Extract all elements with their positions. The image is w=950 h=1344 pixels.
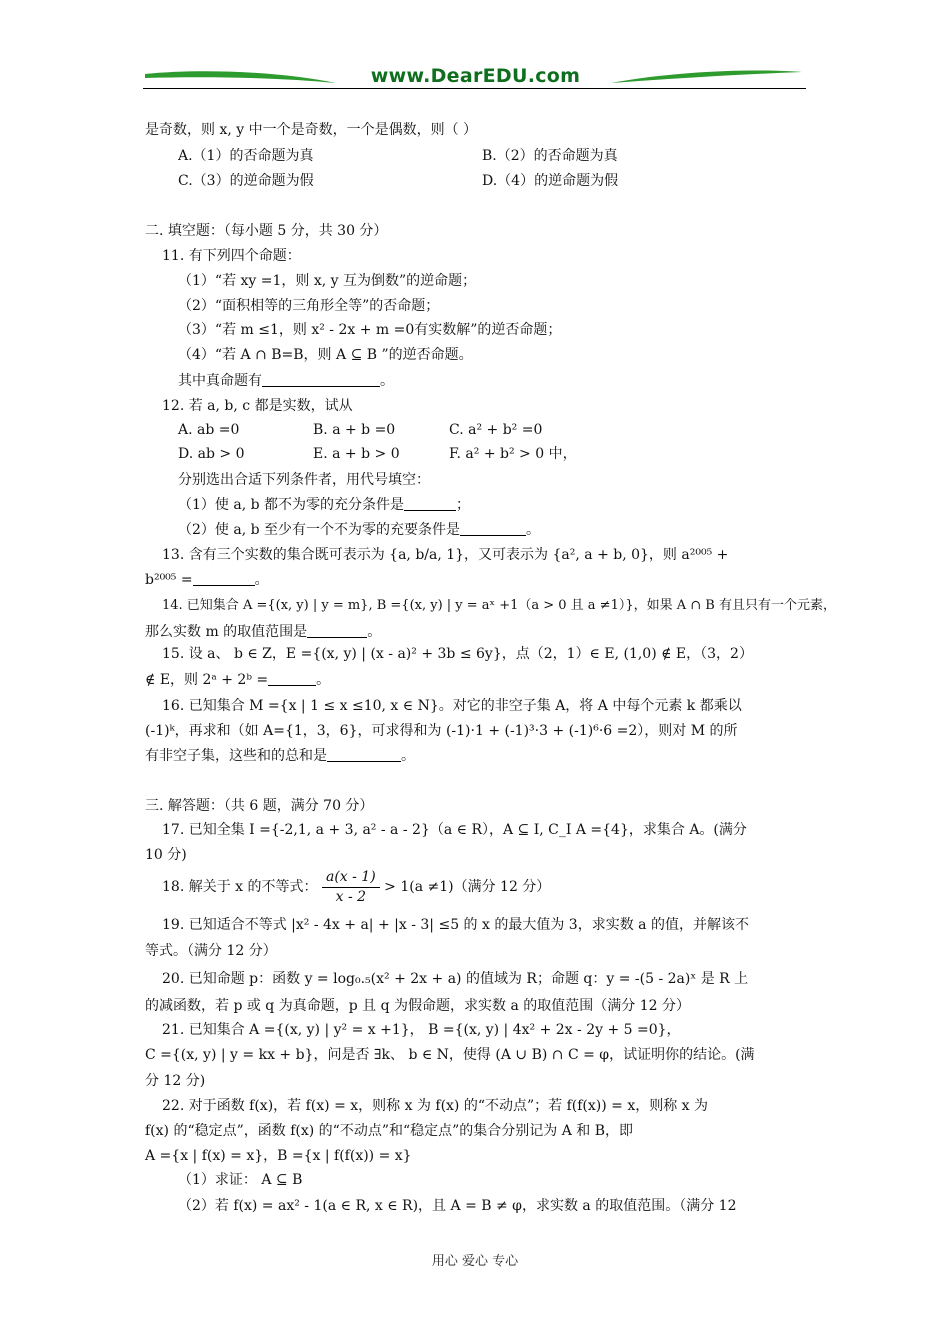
left-swoosh-icon (143, 66, 338, 88)
q20-line-1: 20. 已知命题 p：函数 y = log₀.₅(x² + 2x + a) 的值域为 R；命题 q：y = -(5 - 2a)ˣ 是 R 上 (162, 971, 749, 987)
q12-option-f: F. a² + b² > 0 中， (449, 446, 577, 462)
q13-line-1: 13. 含有三个实数的集合既可表示为 {a, b/a, 1}，又可表示为 {a², a + b, 0}，则 a²⁰⁰⁵ + (162, 547, 729, 563)
q17-line-1: 17. 已知全集 I ={-2,1, a + 3, a² - a - 2}（a ∈ R），A ⊆ I, C_I A ={4}，求集合 A。(满分 (162, 822, 747, 838)
q18-fraction (322, 868, 380, 907)
q21-line-1: 21. 已知集合 A ={(x, y) | y² = x +1}， B ={(x, y) | 4x² + 2x - 2y + 5 =0}， (162, 1022, 681, 1038)
q16-blank[interactable] (327, 747, 401, 762)
q13-end: 。 (254, 572, 269, 588)
q12-blank-1[interactable] (404, 496, 456, 511)
q19-line-1: 19. 已知适合不等式 |x² - 4x + a| + |x - 3| ≤5 的 x 的最大值为 3，求实数 a 的值，并解该不 (162, 917, 749, 933)
q22-line-1: 22. 对于函数 f(x)，若 f(x) = x，则称 x 为 f(x) 的“不动点”；若 f(f(x)) = x，则称 x 为 (162, 1098, 709, 1114)
q12-sub-2-end: 。 (526, 522, 541, 538)
q11-answer-line (178, 371, 394, 391)
q14-blank[interactable] (307, 623, 367, 638)
q10-option-b: B.（2）的否命题为真 (482, 148, 618, 164)
q12-sub-1-text: （1）使 a, b 都不为零的充分条件是 (178, 497, 405, 513)
q11-stem: 11. 有下列四个命题： (162, 248, 301, 264)
page-header (143, 62, 806, 92)
q12-sub-1-end: ； (456, 497, 471, 513)
q10-option-d: D.（4）的逆命题为假 (482, 173, 619, 189)
q16-line-2: (-1)ᵏ，再求和（如 A={1，3，6}，可求得和为 (-1)·1 + (-1)³·3 + (-1)⁶·6 =2），则对 M 的所 (145, 723, 738, 739)
q11-item-4: （4）“若 A ∩ B=B，则 A ⊆ B ”的逆否命题。 (178, 347, 473, 363)
q22-part-2: （2）若 f(x) = ax² - 1(a ∈ R, x ∈ R)，且 A = B ≠ φ，求实数 a 的取值范围。（满分 12 (178, 1198, 737, 1214)
q14-line-1: 14. 已知集合 A ={(x, y) | y = m}, B ={(x, y) | y = aˣ +1（a > 0 且 a ≠1）}，如果 A ∩ B 有且只有一个元素， (162, 598, 836, 613)
q16-end: 。 (401, 748, 415, 764)
q12-option-c: C. a² + b² =0 (449, 422, 543, 438)
q22-line-2: f(x) 的“稳定点”，函数 f(x) 的“不动点”和“稳定点”的集合分别记为 A 和 B，即 (145, 1123, 634, 1139)
q11-end: 。 (380, 373, 394, 389)
q15-blank[interactable] (268, 671, 316, 686)
q18-condition: > 1(a ≠1)（满分 12 分） (384, 879, 551, 895)
q16-line-1: 16. 已知集合 M ={x | 1 ≤ x ≤10, x ∈ N}。对它的非空子集 A，将 A 中每个元素 k 都乘以 (162, 698, 742, 714)
q11-item-1: （1）“若 xy =1，则 x, y 互为倒数”的逆命题； (178, 273, 477, 289)
q12-sub-1 (178, 495, 470, 515)
q11-tail: 其中真命题有 (178, 373, 262, 389)
q13-lhs: b²⁰⁰⁵ = (145, 572, 193, 588)
q11-blank[interactable] (262, 372, 380, 387)
header-rule (143, 88, 806, 89)
q12-instruction: 分别选出合适下列条件者，用代号填空： (178, 472, 430, 488)
q21-line-2: C ={(x, y) | y = kx + b}，问是否 ∃k、 b ∈ N，使得 (A ∪ B) ∩ C = φ，试证明你的结论。(满 (145, 1047, 755, 1063)
q16-line-3 (145, 746, 415, 766)
q13-blank[interactable] (193, 571, 255, 586)
q19-line-2: 等式。（满分 12 分） (145, 943, 277, 959)
q12-stem: 12. 若 a, b, c 都是实数，试从 (162, 398, 353, 414)
q10-stem: 是奇数，则 x, y 中一个是奇数，一个是偶数，则（ ） (145, 122, 478, 138)
q14-end: 。 (367, 624, 382, 640)
q11-item-2: （2）“面积相等的三角形全等”的否命题； (178, 298, 440, 314)
q18-text: 18. 解关于 x 的不等式： (162, 879, 318, 895)
section-3-heading: 三. 解答题：（共 6 题，满分 70 分） (145, 798, 374, 814)
q10-option-c: C.（3）的逆命题为假 (178, 173, 314, 189)
q15-line-2 (145, 670, 330, 690)
q18-line (162, 866, 550, 908)
q22-part-1: （1）求证： A ⊆ B (178, 1172, 303, 1188)
q12-option-d: D. ab > 0 (178, 446, 245, 462)
q10-option-a: A.（1）的否命题为真 (178, 148, 314, 164)
q20-line-2: 的减函数，若 p 或 q 为真命题，p 且 q 为假命题，求实数 a 的取值范围（满分 12 分） (145, 998, 690, 1014)
q12-option-b: B. a + b =0 (313, 422, 396, 438)
q21-line-3: 分 12 分) (145, 1073, 206, 1089)
q12-sub-2 (178, 520, 540, 540)
q15-end: 。 (316, 672, 331, 688)
q12-blank-2[interactable] (460, 521, 526, 536)
q11-item-3: （3）“若 m ≤1，则 x² - 2x + m =0有实数解”的逆否命题； (178, 322, 562, 338)
q12-option-e: E. a + b > 0 (313, 446, 400, 462)
q15-line-1: 15. 设 a、 b ∈ Z，E ={(x, y) | (x - a)² + 3b ≤ 6y}，点（2，1）∈ E, (1,0) ∉ E，（3，2） (162, 646, 753, 662)
right-swoosh-icon (609, 66, 804, 88)
page-footer: 用心 爱心 专心 (431, 1254, 519, 1269)
site-logo: www.DearEDU.com (370, 65, 581, 87)
q14-text: 那么实数 m 的取值范围是 (145, 624, 308, 640)
q18-denominator: x - 2 (335, 888, 367, 905)
q16-text: 有非空子集，这些和的总和是 (145, 748, 327, 764)
q14-line-2 (145, 622, 381, 642)
q12-option-a: A. ab =0 (178, 422, 240, 438)
q12-sub-2-text: （2）使 a, b 至少有一个不为零的充要条件是 (178, 522, 461, 538)
q22-line-3: A ={x | f(x) = x}，B ={x | f(f(x)) = x} (145, 1148, 412, 1164)
q15-text: ∉ E，则 2ᵃ + 2ᵇ = (145, 672, 269, 688)
q17-line-2: 10 分) (145, 847, 187, 863)
section-2-heading: 二. 填空题：（每小题 5 分，共 30 分） (145, 223, 388, 239)
q18-numerator: a(x - 1) (322, 868, 380, 888)
q13-line-2 (145, 570, 269, 590)
